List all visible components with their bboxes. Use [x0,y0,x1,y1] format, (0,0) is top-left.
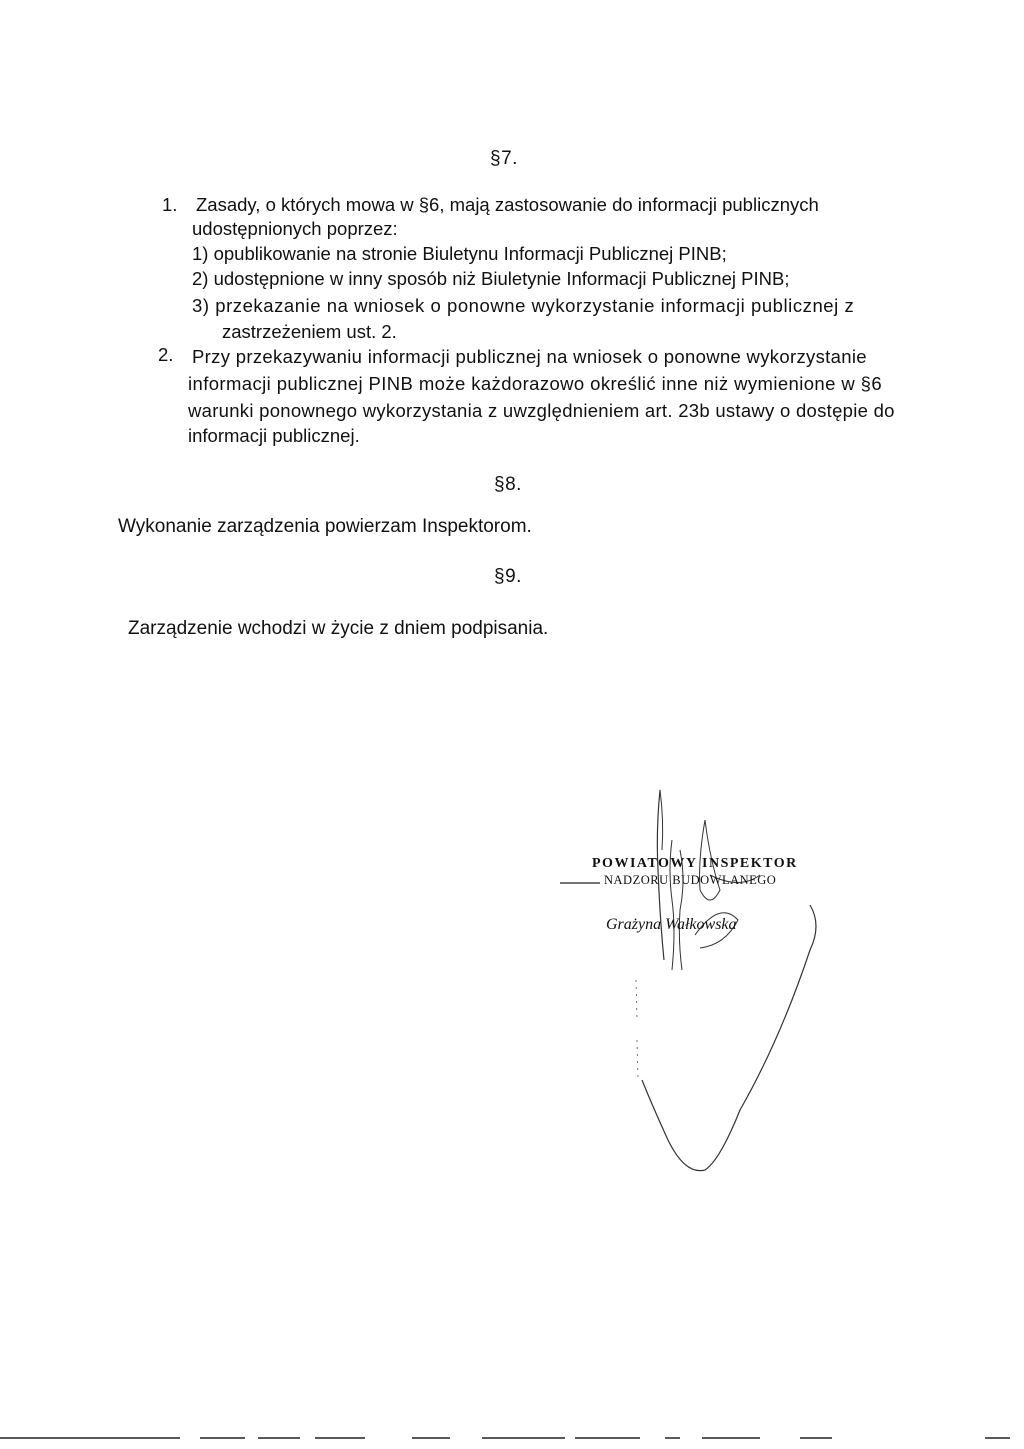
item-2-line-4: informacji publicznej. [188,425,360,446]
item-2-line-2: informacji publicznej PINB może każdorazowo określić inne niż wymienione w §6 [188,373,883,394]
item-1-sub-3-line-2: zastrzeżeniem ust. 2. [222,321,397,342]
item-1-line-1-text: Zasady, o których mowa w §6, mają zastosowanie do informacji publicznych [196,194,819,215]
scan-edge-dashes [0,1436,1024,1440]
item-1-sub-2: 2) udostępnione w inny sposób niż Biuletynie Informacji Publicznej PINB; [192,268,790,289]
stamp-signatory-name: Grażyna Wałkowska [606,916,737,933]
item-1-sub-3-line-1: 3) przekazanie na wniosek o ponowne wykorzystanie informacji publicznej z [192,295,855,316]
signature-scribble [560,780,860,1200]
section-7-heading: §7. [490,148,518,169]
item-1-sub-1: 1) opublikowanie na stronie Biuletynu Informacji Publicznej PINB; [192,243,727,264]
item-1-line-2: udostępnionych poprzez: [192,218,398,239]
stamp-title: POWIATOWY INSPEKTOR [592,856,798,871]
section-9-text: Zarządzenie wchodzi w życie z dniem podpisania. [128,618,549,639]
item-1-line-1 [196,194,916,216]
section-8-heading: §8. [494,474,522,495]
item-2-number: 2. [158,344,174,365]
official-stamp [560,780,860,1200]
item-2-line-1: Przy przekazywaniu informacji publicznej na wniosek o ponowne wykorzystanie [192,346,867,367]
section-8-text: Wykonanie zarządzenia powierzam Inspektorom. [118,516,532,537]
item-1-number: 1. [162,194,178,215]
stamp-office: NADZORU BUDOWLANEGO [604,873,777,887]
item-2-line-3: warunki ponownego wykorzystania z uwzględnieniem art. 23b ustawy o dostępie do [188,400,895,421]
section-9-heading: §9. [494,566,522,587]
